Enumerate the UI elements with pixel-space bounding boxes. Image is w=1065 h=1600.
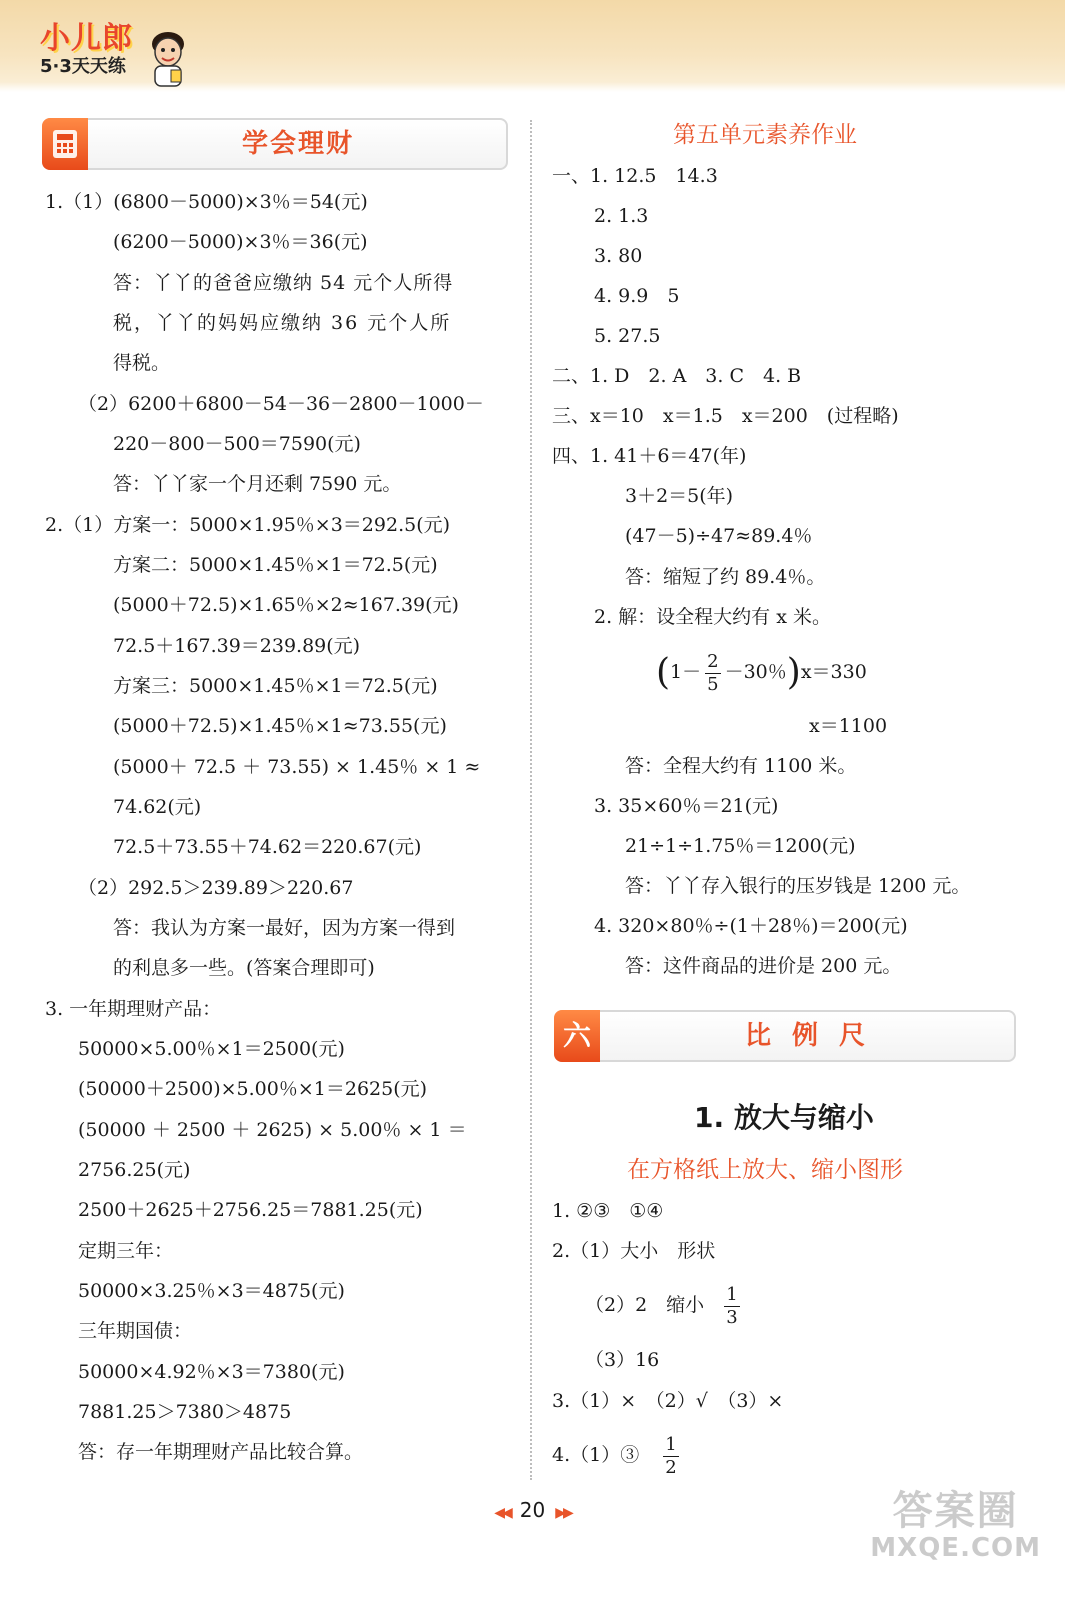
calculator-icon [42, 118, 88, 170]
brand-name: 小儿郎 [40, 21, 133, 56]
answer-line: 答：我认为方案一最好，因为方案一得到 [113, 917, 456, 939]
answer-line: 3. 35×60％＝21(元) [594, 795, 779, 817]
column-divider [530, 120, 532, 1480]
answer-line: 答：全程大约有 1100 米。 [625, 755, 857, 777]
answer-line: 答：这件商品的进价是 200 元。 [625, 955, 902, 977]
answer-line: 2.（1）方案一：5000×1.95％×3＝292.5(元) [45, 514, 451, 536]
fraction: $\frac{1}{3}$ [726, 1283, 738, 1328]
answer-line: (5000＋72.5)×1.65％×2≈167.39(元) [113, 594, 459, 616]
answer-line: 1.（1）(6800－5000)×3％＝54(元) [45, 191, 368, 213]
lesson-subtitle: 在方格纸上放大、缩小图形 [627, 1157, 903, 1183]
answer-line: 方案二：5000×1.45％×1＝72.5(元) [113, 554, 438, 576]
lesson-title: 1. 放大与缩小 [694, 1101, 874, 1134]
fraction: $\frac{1}{2}$ [665, 1433, 677, 1478]
answer-line: 四、1. 41＋6＝47(年) [552, 445, 747, 467]
brand-logo [40, 22, 133, 78]
answer-line: （3）16 [585, 1349, 660, 1371]
unit-badge: 六 [554, 1010, 600, 1062]
eq-mid: －30％ [724, 661, 787, 683]
answer-line: 3. 一年期理财产品： [45, 998, 222, 1020]
answer-line: 21÷1÷1.75％＝1200(元) [625, 835, 856, 857]
answer-line: 3＋2＝5(年) [625, 485, 734, 507]
answer-line: 3.（1）× （2）√ （3）× [552, 1390, 784, 1412]
answer-line: 得税。 [113, 352, 171, 374]
answer-line: 50000×4.92％×3＝7380(元) [78, 1361, 345, 1383]
eq-left: 1－ [670, 661, 702, 683]
answer-line: 三年期国债： [78, 1320, 193, 1342]
answer-line: 50000×5.00％×1＝2500(元) [78, 1038, 345, 1060]
answer-line: 2.（1）大小 形状 [552, 1240, 716, 1262]
answer-line: 的利息多一些。(答案合理即可) [113, 957, 375, 979]
answer-line: 答：存一年期理财产品比较合算。 [78, 1441, 364, 1463]
answer-line: (5000＋72.5)×1.45％×1≈73.55(元) [113, 715, 447, 737]
answer-line: 74.62(元) [113, 796, 202, 818]
answer-line: 答：丫丫的爸爸应缴纳 54 元个人所得 [113, 272, 454, 294]
answer-line: 7881.25＞7380＞4875 [78, 1401, 292, 1423]
answer-line: (47－5)÷47≈89.4％ [625, 525, 813, 547]
equation-line: (1－ $\frac{2}{5}$ －30％)x＝330 [656, 650, 867, 695]
answer-line: 72.5＋73.55＋74.62＝220.67(元) [113, 836, 422, 858]
answer-line: 2. 1.3 [594, 205, 649, 227]
answer-line: 一、1. 12.5 14.3 [552, 165, 718, 187]
answer-line: 72.5＋167.39＝239.89(元) [113, 635, 361, 657]
answer-line: 4. 320×80％÷(1＋28％)＝200(元) [594, 915, 908, 937]
section-banner-finance [42, 118, 508, 170]
answer-line: （2）6200＋6800－54－36－2800－1000－ [78, 393, 484, 415]
answer-line: 2. 解：设全程大约有 x 米。 [594, 606, 831, 628]
answer-line: x＝1100 [809, 715, 888, 737]
answer-line-fraction: 4.（1）③ $\frac{1}{2}$ [552, 1433, 677, 1478]
page-number: 20 [519, 1498, 546, 1522]
prev-arrows-icon: ◀◀ [494, 1505, 510, 1521]
answer-line: 方案三：5000×1.45％×1＝72.5(元) [113, 675, 438, 697]
section-banner-scale [554, 1010, 1016, 1062]
answer-line: 50000×3.25％×3＝4875(元) [78, 1280, 345, 1302]
answer-line: 答：丫丫存入银行的压岁钱是 1200 元。 [625, 875, 971, 897]
answer-line: (5000＋ 72.5 ＋ 73.55) × 1.45％ × 1 ≈ [113, 756, 481, 778]
answer-line: 3. 80 [594, 245, 643, 267]
banner-title: 学会理财 [241, 129, 354, 159]
answer-line: 税，丫丫的妈妈应缴纳 36 元个人所 [113, 312, 452, 334]
watermark: 答案圈 MXQE.COM [870, 1488, 1041, 1563]
answer-line-fraction: （2）2 缩小 $\frac{1}{3}$ [585, 1283, 738, 1328]
answer-line: 二、1. D 2. A 3. C 4. B [552, 365, 802, 387]
fraction: $\frac{2}{5}$ [707, 650, 719, 695]
answer-line: （2）292.5＞239.89＞220.67 [78, 877, 354, 899]
answer-line: (50000＋2500)×5.00％×1＝2625(元) [78, 1078, 428, 1100]
answer-line: 定期三年： [78, 1240, 174, 1262]
answer-line: 答：缩短了约 89.4％。 [625, 566, 826, 588]
answer-line: (50000 ＋ 2500 ＋ 2625) × 5.00％ × 1 ＝ [78, 1119, 467, 1141]
answer-line: 4. 9.9 5 [594, 285, 680, 307]
next-arrows-icon: ▶▶ [555, 1505, 571, 1521]
brand-series: 5·3天天练 [40, 56, 126, 77]
answer-line: 1. ②③ ①④ [552, 1200, 664, 1222]
banner-title: 比 例 尺 [744, 1021, 872, 1051]
answer-line: 三、x＝10 x＝1.5 x＝200 (过程略) [552, 405, 899, 427]
answer-line: 5. 27.5 [594, 325, 661, 347]
unit5-title: 第五单元素养作业 [673, 122, 857, 148]
mascot-icon [145, 26, 191, 88]
answer-line: 答：丫丫家一个月还剩 7590 元。 [113, 473, 402, 495]
answer-line: 220－800－500＝7590(元) [113, 433, 361, 455]
answer-line: (6200－5000)×3％＝36(元) [113, 231, 368, 253]
answer-line: 2500＋2625＋2756.25＝7881.25(元) [78, 1199, 423, 1221]
eq-right: x＝330 [800, 661, 867, 683]
answer-line: 2756.25(元) [78, 1159, 191, 1181]
